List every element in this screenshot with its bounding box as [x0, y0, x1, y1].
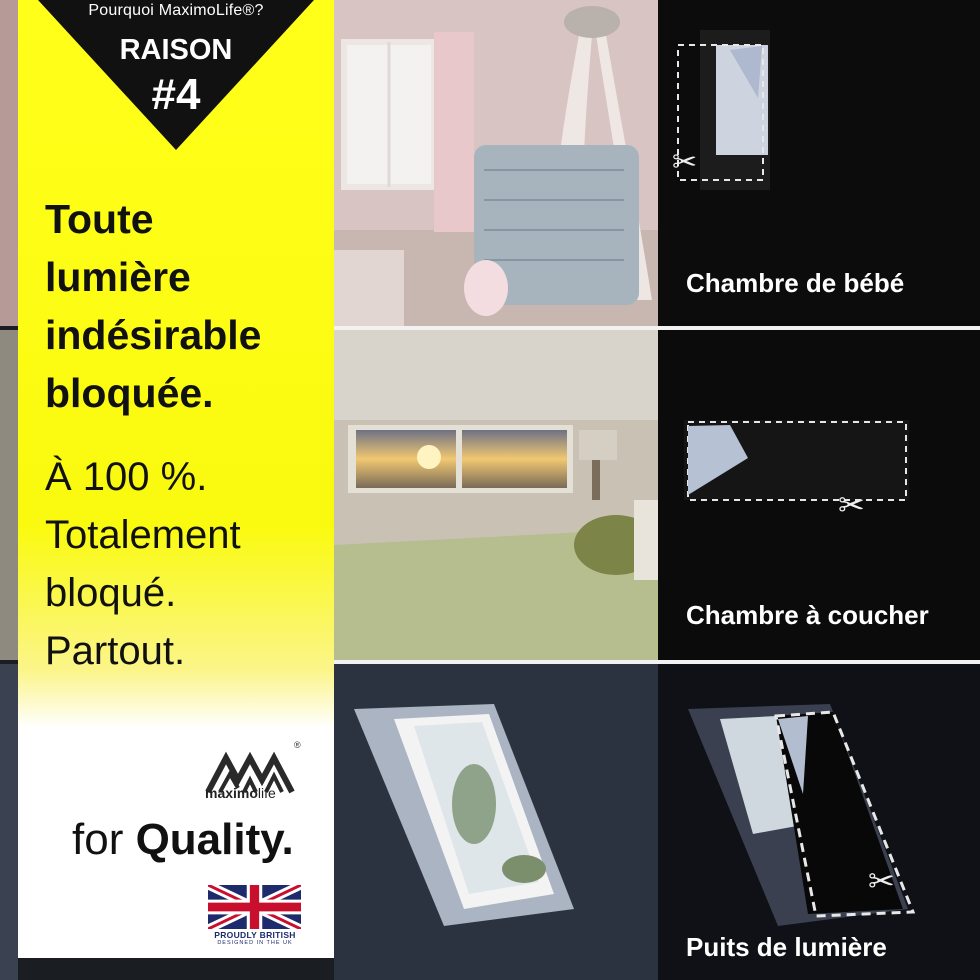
left-edge-strip	[0, 0, 18, 980]
for-quality-tagline: for Quality.	[72, 815, 294, 864]
headline-line: Toute	[45, 196, 154, 242]
skylight-caption: Puits de lumière	[686, 932, 887, 962]
subhead-line: bloqué.	[45, 571, 177, 615]
bedroom-photo	[334, 330, 658, 660]
headline-line: lumière	[45, 254, 191, 300]
logo-wordmark: maximolife	[205, 785, 276, 801]
subhead-line: Partout.	[45, 629, 186, 673]
nursery-photo	[334, 0, 658, 326]
badge-question: Pourquoi MaximoLife®?	[88, 2, 264, 19]
nursery-caption: Chambre de bébé	[686, 268, 905, 298]
row-divider	[334, 660, 980, 664]
badge-raison: RAISON	[119, 34, 233, 66]
headline-line: bloquée.	[45, 370, 214, 416]
designed-in-uk-label: DESIGNED IN THE UK	[217, 940, 293, 946]
skylight-photo	[334, 664, 658, 980]
subhead-line: Totalement	[45, 513, 241, 557]
union-jack-flag-icon	[208, 885, 301, 929]
subhead-line: À 100 %.	[45, 455, 208, 499]
svg-text:✂: ✂	[672, 145, 698, 180]
bedroom-caption: Chambre à coucher	[686, 600, 929, 630]
reason-badge	[18, 0, 334, 150]
svg-text:✂: ✂	[838, 486, 865, 524]
headline-line: indésirable	[45, 312, 262, 358]
svg-text:✂: ✂	[868, 862, 895, 900]
badge-number: #4	[151, 70, 201, 119]
registered-mark: ®	[294, 740, 301, 750]
row-divider	[334, 326, 980, 330]
subheadline	[45, 448, 330, 680]
headline	[45, 190, 325, 422]
proudly-british-label: PROUDLY BRITISH	[214, 930, 296, 940]
